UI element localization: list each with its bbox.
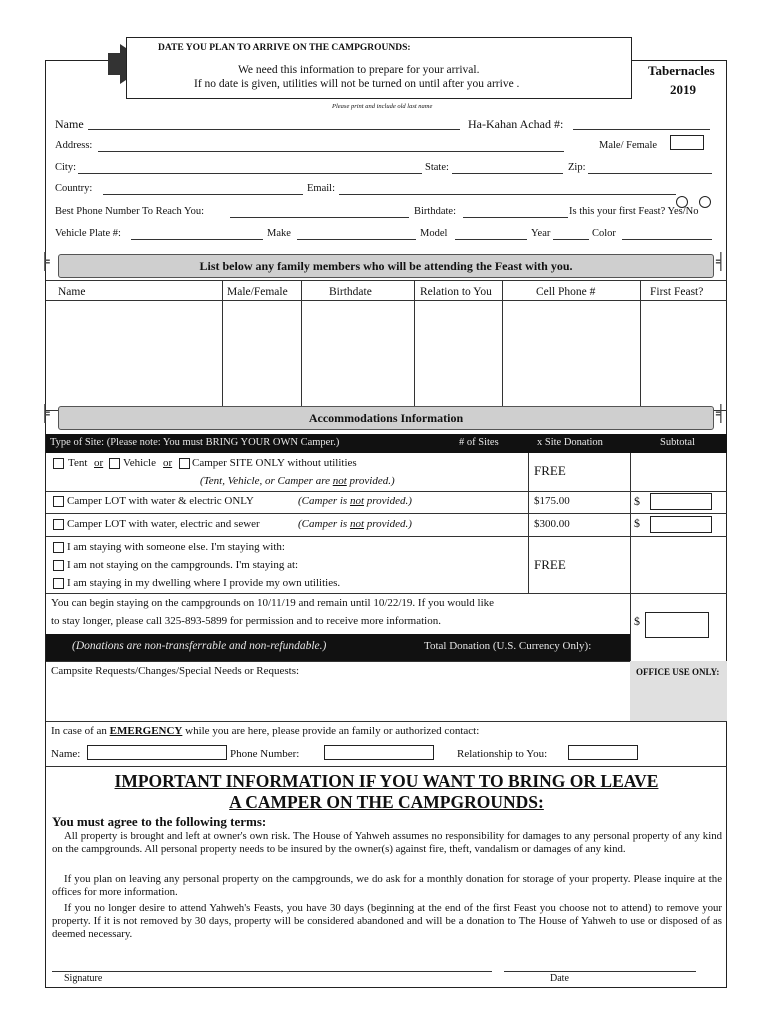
acc-row-divider [46,513,727,514]
important-title-1: IMPORTANT INFORMATION IF YOU WANT TO BRING OR LEAVE [114,771,659,791]
lot-sewer-label: Camper LOT with water, electric and sewer [67,518,260,530]
own-dwelling-label: I am staying in my dwelling where I provide my own utilities. [67,577,341,589]
model-field[interactable] [455,239,527,240]
col-donation: x Site Donation [537,437,603,448]
first-feast-no-radio[interactable] [699,196,711,208]
arrival-info-1: We need this information to prepare for your arrival. [238,64,480,76]
terms-heading: You must agree to the following terms: [52,814,267,829]
bracket-right-icon: ╡ [716,252,726,271]
address-field[interactable] [98,151,564,152]
acc-row-divider [46,536,727,537]
zip-label: Zip: [568,162,586,173]
lot-sewer-note: (Camper is not provided.) [298,518,412,530]
camper-site-label: Camper SITE ONLY without utilities [192,457,357,469]
family-col-name: Name [58,286,86,298]
free-price-2: FREE [534,557,566,572]
total-donation-label: Total Donation (U.S. Currency Only): [424,640,592,652]
year-label: Year [531,228,551,239]
make-field[interactable] [297,239,416,240]
lot-sewer-checkbox[interactable] [53,519,64,530]
zip-field[interactable] [588,173,712,174]
address-label: Address: [55,140,93,151]
terms-paragraph-2: If you plan on leaving any personal property on the campgrounds, we do ask for a monthly donation for storage of your property. Please inquire at the offices for more information. [52,873,722,898]
family-col-divider [414,280,415,410]
year-field[interactable] [553,239,589,240]
office-use-label: OFFICE USE ONLY: [636,667,720,677]
email-label: Email: [307,183,335,194]
family-col-divider [301,280,302,410]
family-col-cell: Cell Phone # [536,286,596,298]
vehicle-plate-field[interactable] [131,239,263,240]
gender-label: Male/ Female [599,140,658,151]
bracket-right-icon: ╡ [716,404,726,423]
staying-with-checkbox[interactable] [53,542,64,553]
family-col-gender: Male/Female [227,286,288,298]
family-section-title: List below any family members who will be attending the Feast with you. [58,254,714,278]
col-num-sites: # of Sites [459,437,499,448]
date-field[interactable] [504,971,696,972]
donations-note: (Donations are non-transferrable and non-refundable.) [72,640,327,652]
dollar-sign: $ [634,516,640,530]
feast-name: Tabernacles [648,63,715,78]
acc-row-divider [46,593,727,594]
not-staying-checkbox[interactable] [53,560,64,571]
color-label: Color [592,228,616,239]
family-table-top [46,280,727,281]
feast-year: 2019 [670,82,696,97]
country-label: Country: [55,183,93,194]
emergency-phone-label: Phone Number: [230,748,300,760]
dollar-sign: $ [634,614,640,628]
phone-label: Best Phone Number To Reach You: [55,206,204,217]
free-price-1: FREE [534,463,566,478]
vehicle-label: Vehicle [123,457,156,469]
family-col-divider [222,280,223,410]
emergency-name-label: Name: [51,748,81,760]
phone-field[interactable] [230,217,409,218]
first-feast-label: Is this your first Feast? Yes/No [569,206,699,217]
arrival-info-2: If no date is given, utilities will not be turned on until after you arrive . [194,78,520,90]
name-label: Name [55,117,84,131]
dates-note-2: to stay longer, please call 325-893-5899 for permission and to receive more information. [51,615,441,627]
family-col-divider [502,280,503,410]
model-label: Model [420,228,448,239]
country-field[interactable] [103,194,303,195]
camper-site-checkbox[interactable] [179,458,190,469]
color-field[interactable] [622,239,712,240]
emergency-line: In case of an EMERGENCY while you are here, please provide an family or authorized contact: [51,725,480,737]
or-label: or [163,457,173,469]
accommodations-title: Accommodations Information [58,406,714,430]
city-field[interactable] [78,173,422,174]
bracket-left-icon: ╞ [40,252,50,271]
tent-label: Tent [68,457,88,469]
terms-paragraph-1: All property is brought and left at owner's own risk. The House of Yahweh assumes no responsibility for damages to any personal property of any kind on the campgrounds. All personal property needs to be insured by the owner(s) against fire, theft, vandalism or damages of any kind. [52,830,722,855]
requests-top [46,661,727,662]
make-label: Make [267,228,291,239]
email-field[interactable] [339,194,676,195]
state-field[interactable] [452,173,563,174]
emergency-phone-field[interactable] [324,745,434,760]
emergency-relationship-field[interactable] [568,745,638,760]
acc-col-divider [630,453,631,593]
col-subtotal: Subtotal [660,437,696,448]
camper-site-note: (Tent, Vehicle, or Camper are not provided.) [200,475,395,487]
family-col-first-feast: First Feast? [650,286,704,298]
col-site-type: Type of Site: (Please note: You must BRING YOUR OWN Camper.) [50,437,340,448]
terms-paragraph-3: If you no longer desire to attend Yahweh's Feasts, you have 30 days (beginning at the end of the first Feast you choose not to attend) to remove your property. If it is not removed by 30 days, property will be considered abandoned and will be a donation to The House of Yahweh to use or disposed of as deemed necessary. [52,902,722,940]
acc-col-divider [528,453,529,593]
vehicle-plate-label: Vehicle Plate #: [55,228,121,239]
emergency-name-field[interactable] [87,745,227,760]
total-donation-field[interactable] [645,612,709,638]
own-dwelling-checkbox[interactable] [53,578,64,589]
lot-electric-price: $175.00 [534,495,570,507]
lot-electric-checkbox[interactable] [53,496,64,507]
city-label: City: [55,162,77,173]
name-field[interactable] [88,129,460,130]
signature-field[interactable] [52,971,492,972]
staying-with-label: I am staying with someone else. I'm staying with: [67,541,285,553]
hakahan-field[interactable] [573,129,710,130]
tent-checkbox[interactable] [53,458,64,469]
signature-label: Signature [64,973,103,984]
lot-electric-subtotal[interactable] [650,493,712,510]
bracket-left-icon: ╞ [40,404,50,423]
birthdate-label: Birthdate: [414,206,456,217]
dollar-sign: $ [634,494,640,508]
state-label: State: [425,162,449,173]
gender-field[interactable] [670,135,704,150]
important-title-2: A CAMPER ON THE CAMPGROUNDS: [229,792,544,812]
lot-electric-label: Camper LOT with water & electric ONLY [67,495,254,507]
print-note: Please print and include old last name [332,103,433,110]
not-staying-label: I am not staying on the campgrounds. I'm staying at: [67,559,299,571]
family-col-birthdate: Birthdate [329,286,372,298]
family-col-divider [640,280,641,410]
emergency-bottom [46,766,727,767]
emergency-relationship-label: Relationship to You: [457,748,548,760]
requests-bottom [46,721,727,722]
hakahan-label: Ha-Kahan Achad #: [468,117,564,131]
birthdate-field[interactable] [463,217,568,218]
lot-sewer-price: $300.00 [534,518,570,530]
requests-label: Campsite Requests/Changes/Special Needs or Requests: [51,665,300,677]
acc-row-divider [46,491,727,492]
total-divider [630,593,631,663]
lot-sewer-subtotal[interactable] [650,516,712,533]
dates-note-1: You can begin staying on the campgrounds on 10/11/19 and remain until 10/22/19. If you would like [51,597,495,609]
or-label: or [94,457,104,469]
vehicle-checkbox[interactable] [109,458,120,469]
date-label: Date [550,973,569,984]
lot-electric-note: (Camper is not provided.) [298,495,412,507]
family-col-relation: Relation to You [420,286,492,298]
arrival-title: DATE YOU PLAN TO ARRIVE ON THE CAMPGROUNDS: [158,43,411,53]
family-header-bottom [46,300,727,301]
